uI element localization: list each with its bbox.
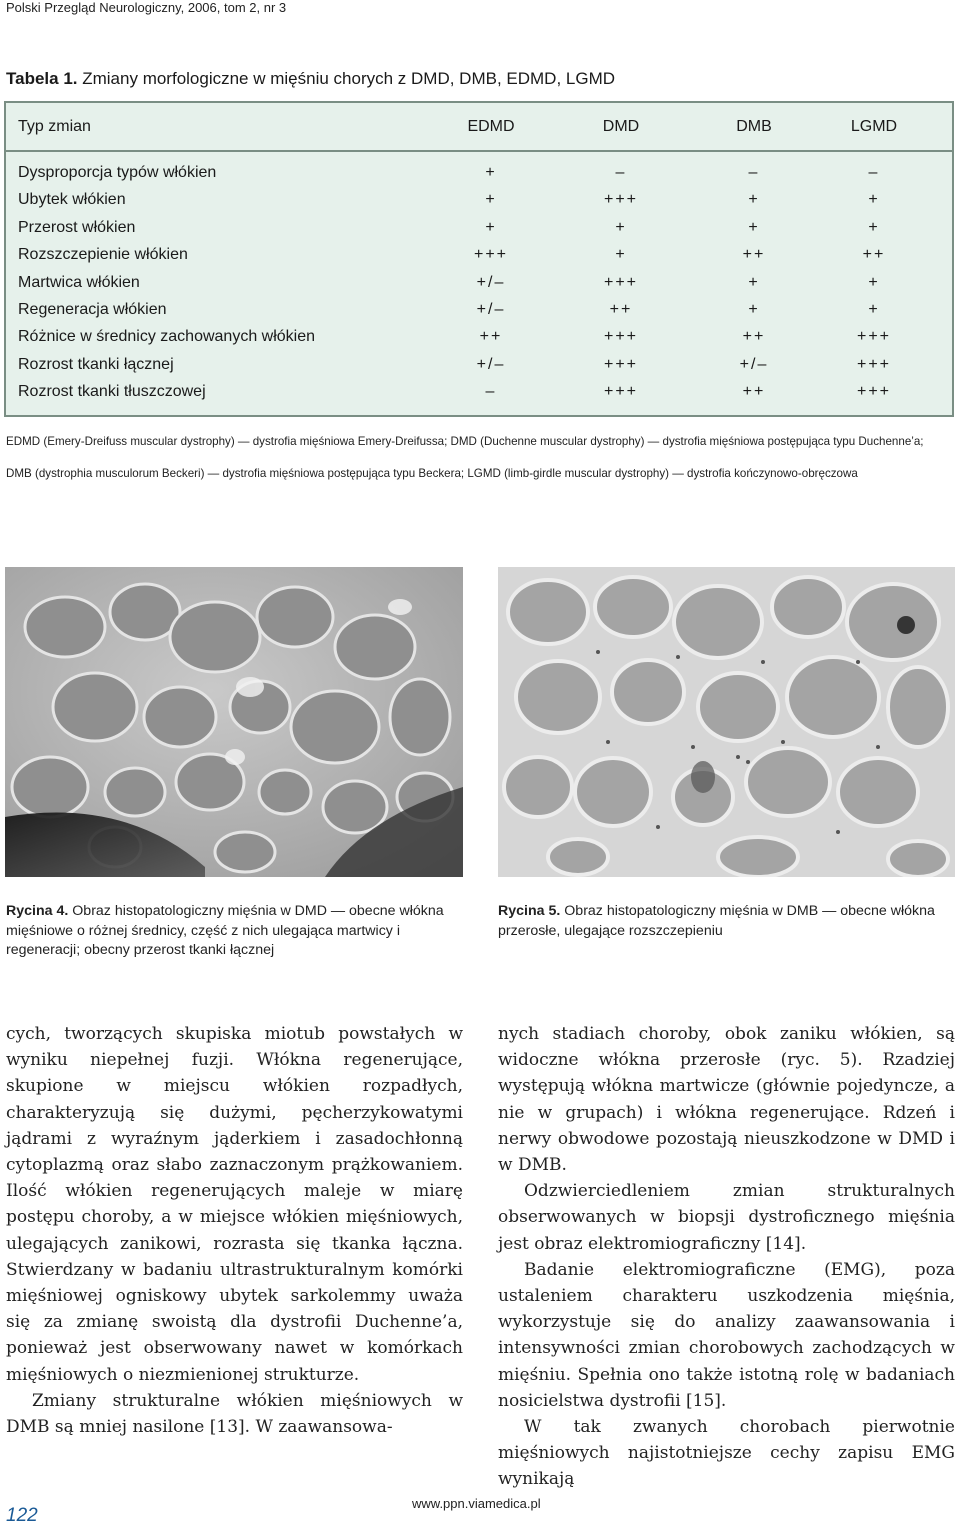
paragraph: Zmiany strukturalne włókien mięśniowych w DMB są mniej nasilone [13]. W zaawansowa- <box>6 1390 463 1438</box>
page-number: 122 <box>6 1505 38 1526</box>
table-cell: – <box>615 164 627 181</box>
table-cell: +++ <box>473 246 509 264</box>
body-column-right <box>498 1021 955 1493</box>
table-cell: +/– <box>476 301 506 318</box>
table-title <box>6 69 615 89</box>
table-row <box>6 351 952 378</box>
table-cell: +++ <box>603 383 639 401</box>
table-row <box>6 186 952 213</box>
table-cell: – <box>748 164 760 181</box>
table-cell: + <box>748 218 760 236</box>
table-row <box>6 241 952 268</box>
table-row <box>6 159 952 186</box>
table-cell: +++ <box>603 273 639 291</box>
figure-5-caption <box>498 902 956 941</box>
table-row-label: Ubytek włókien <box>18 191 126 209</box>
journal-url: www.ppn.viamedica.pl <box>412 1496 541 1511</box>
table-row-label: Rozszczepienie włókien <box>18 246 188 264</box>
table-header-cell: Typ zmian <box>18 118 91 135</box>
table-cell: + <box>748 273 760 291</box>
table-label: Tabela 1. <box>6 69 78 88</box>
figure-5-image <box>498 567 955 877</box>
table-cell: ++ <box>479 328 503 346</box>
figure-5-label: Rycina 5. <box>498 903 561 919</box>
table-cell: + <box>615 246 627 264</box>
table-cell: + <box>868 301 880 318</box>
table-cell: ++ <box>862 246 886 264</box>
table-title-text: Zmiany morfologiczne w mięśniu chorych z DMD, DMB, EDMD, LGMD <box>82 69 616 88</box>
figure-4-image <box>5 567 463 877</box>
table-cell: ++ <box>742 246 766 264</box>
morphology-table <box>4 101 954 417</box>
table-cell: +++ <box>603 191 639 209</box>
paragraph: nych stadiach choroby, obok zaniku włókien, są widoczne włókna przerosłe (ryc. 5). Rzadziej występują włókna martwicze (głównie pojedyncze, a nie w grupach) i włókna regenerujące. Rdzeń i nerwy obwodowe pozostają nieuszkodzone w DMD i w DMB. <box>498 1024 955 1176</box>
paragraph: W tak zwanych chorobach pierwotnie mięśniowych najistotniejsze cechy zapisu EMG wynikają <box>498 1417 955 1490</box>
table-cell: – <box>868 164 880 181</box>
table-cell: + <box>868 191 880 209</box>
figure-5-caption-text: Obraz histopatologiczny mięśnia w DMB — obecne włókna przerosłe, ulegające rozszczepieniu <box>498 903 935 939</box>
table-cell: + <box>748 301 760 318</box>
table-cell: +/– <box>739 355 769 373</box>
journal-header: Polski Przegląd Neurologiczny, 2006, tom 2, nr 3 <box>6 0 287 15</box>
table-cell: – <box>485 383 497 401</box>
table-cell: +++ <box>603 355 639 373</box>
table-cell: + <box>868 218 880 236</box>
table-header-cell: EDMD <box>467 118 515 135</box>
table-cell: + <box>868 273 880 291</box>
table-header-cell: DMB <box>736 118 772 135</box>
table-row <box>6 323 952 350</box>
figure-5-micrograph <box>498 567 955 877</box>
table-cell: ++ <box>609 301 633 318</box>
table-cell: + <box>485 191 497 209</box>
table-cell: +++ <box>856 328 892 346</box>
body-column-left <box>6 1021 463 1440</box>
table-header-row <box>6 103 952 152</box>
table-cell: ++ <box>742 328 766 346</box>
table-header-cell: LGMD <box>850 118 898 135</box>
table-cell: + <box>485 218 497 236</box>
table-row <box>6 296 952 323</box>
table-cell: + <box>485 164 497 181</box>
table-cell: +/– <box>476 355 506 373</box>
table-cell: ++ <box>742 383 766 401</box>
paragraph: cych, tworzących skupiska miotub powstałych w wyniku niepełnej fuzji. Włókna regenerujące, skupione w miejscu włókien rozpadłych, charakteryzują się dużymi, pęcherzykowatymi jądrami z wyraźnym jąderkiem i zasadochłonną cytoplazmą oraz słabo zaznaczonym prążkowaniem. Ilość włókien regenerujących maleje w miarę postępu choroby, a w miejsce włókien mięśniowych, ulegających zanikowi, rozrasta się tkanka łączna. Stwierdzany w badaniu ultrastrukturalnym komórki mięśniowej ogniskowy ubytek sarkolemmy uważa się za zmianę swoistą dla dystrofii Duchenne’a, ponieważ jest obserwowany nawet w komórkach mięśniowych o niezmienionej strukturze. <box>6 1024 463 1385</box>
table-row <box>6 269 952 296</box>
paragraph: Badanie elektromiograficzne (EMG), poza ustaleniem charakteru uszkodzenia mięśnia, wykorzystuje się do analizy zaawansowania i intensywności zmian chorobowych zachodzących w mięśniu. Spełnia ono także istotną rolę w badaniach nosicielstwa dystrofii [15]. <box>498 1259 955 1411</box>
table-cell: +++ <box>603 328 639 346</box>
paragraph: Odzwierciedleniem zmian strukturalnych obserwowanych w biopsji dystroficznego mięśnia jest obraz elektromiograficzny [14]. <box>498 1181 955 1254</box>
table-row-label: Różnice w średnicy zachowanych włókien <box>18 328 316 346</box>
table-header-cell: DMD <box>602 118 640 135</box>
table-legend-text: EDMD (Emery-Dreifuss muscular dystrophy) — dystrofia mięśniowa Emery-Dreifussa; DMD (Duchenne muscular dystrophy) — dystrofia mięśniowa postępująca typu Duchenne’a; DMB (dystrophia musculorum Beckeri) — dystrofia mięśniowa postępująca typu Beckera; LGMD (limb-girdle muscular dystrophy) — dystrofia kończynowo-obręczowa <box>6 435 924 480</box>
table-row-label: Regeneracja włókien <box>18 301 167 318</box>
table-row-label: Rozrost tkanki łącznej <box>18 355 174 373</box>
table-row-label: Rozrost tkanki tłuszczowej <box>18 383 206 401</box>
table-cell: +++ <box>856 355 892 373</box>
table-row-label: Martwica włókien <box>18 273 140 291</box>
figure-4-label: Rycina 4. <box>6 903 69 919</box>
figure-4-caption <box>6 902 464 961</box>
table-cell: +++ <box>856 383 892 401</box>
table-cell: + <box>748 191 760 209</box>
table-legend <box>6 426 952 490</box>
table-row-label: Dysproporcja typów włókien <box>18 164 217 181</box>
table-row-label: Przerost włókien <box>18 218 136 236</box>
table-cell: +/– <box>476 273 506 291</box>
table-row <box>6 378 952 405</box>
table-cell: + <box>615 218 627 236</box>
figure-4-micrograph <box>5 567 463 877</box>
table-row <box>6 214 952 241</box>
figure-4-caption-text: Obraz histopatologiczny mięśnia w DMD — obecne włókna mięśniowe o różnej średnicy, część z nich ulegająca martwicy i regeneracji; obecny przerost tkanki łącznej <box>6 903 444 958</box>
